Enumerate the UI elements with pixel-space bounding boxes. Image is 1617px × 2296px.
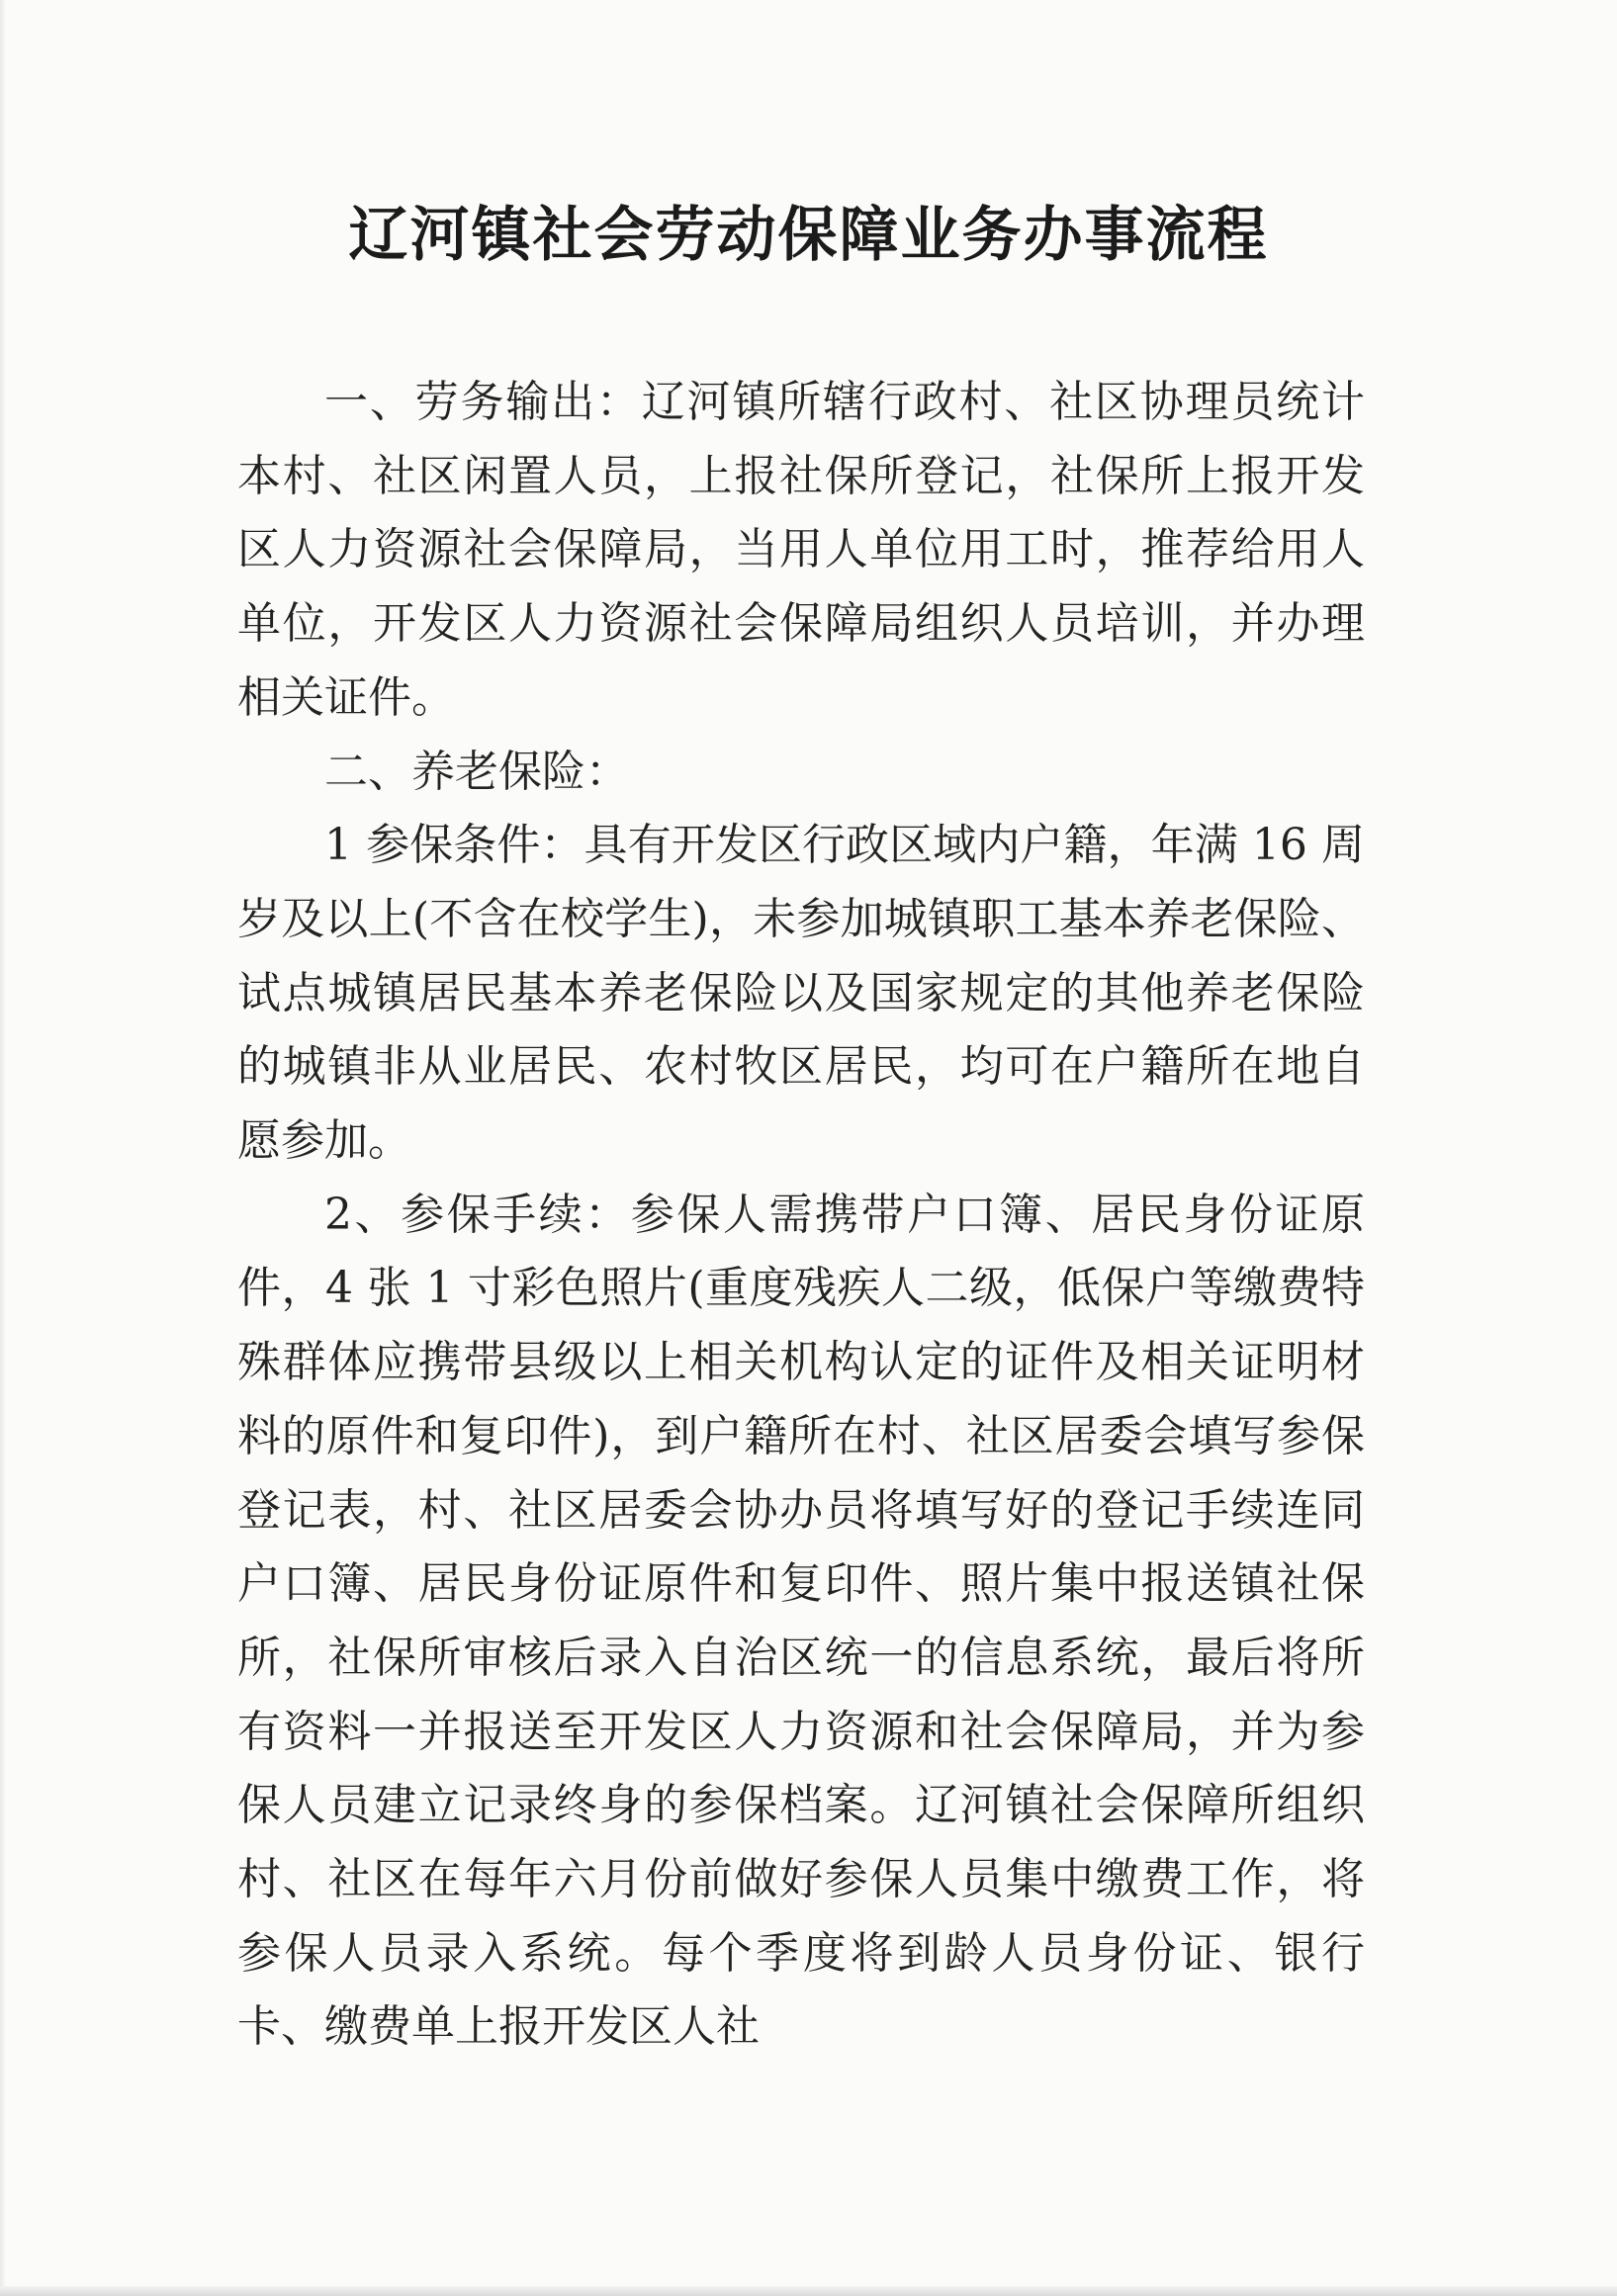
paragraph-enrollment-procedures: 2、参保手续：参保人需携带户口簿、居民身份证原件，4 张 1 寸彩色照片(重度残疾人二级，低保户等缴费特殊群体应携带县级以上相关机构认定的证件及相关证明材料的原件和复印件)，到户籍所在村、社区居委会填写参保登记表，村、社区居委会协办员将填写好的登记手续连同户口簿、居民身份证原件和复印件、照片集中报送镇社保所，社保所审核后录入自治区统一的信息系统，最后将所有资料一并报送至开发区人力资源和社会保障局，并为参保人员建立记录终身的参保档案。辽河镇社会保障所组织村、社区在每年六月份前做好参保人员集中缴费工作，将参保人员录入系统。每个季度将到龄人员身份证、银行卡、缴费单上报开发区人社 [237,1189,1365,2053]
document-title: 辽河镇社会劳动保障业务办事流程 [348,201,1269,270]
scan-edge-left [0,0,6,2296]
paragraph-enrollment-conditions: 1 参保条件：具有开发区行政区域内户籍，年满 16 周岁及以上(不含在校学生)，未参加城镇职工基本养老保险、试点城镇居民基本养老保险以及国家规定的其他养老保险的城镇非从业居民、农村牧区居民，均可在户籍所在地自愿参加。 [237,820,1365,1167]
paragraph-labor-export: 一、劳务输出：辽河镇所辖行政村、社区协理员统计本村、社区闲置人员，上报社保所登记，社保所上报开发区人力资源社会保障局，当用人单位用工时，推荐给用人单位，开发区人力资源社会保障局组织人员培训，并办理相关证件。 [237,377,1365,723]
scan-edge-bottom [0,2286,1617,2296]
heading-pension-insurance: 二、养老保险： [324,746,629,797]
document-body [237,366,1365,2065]
